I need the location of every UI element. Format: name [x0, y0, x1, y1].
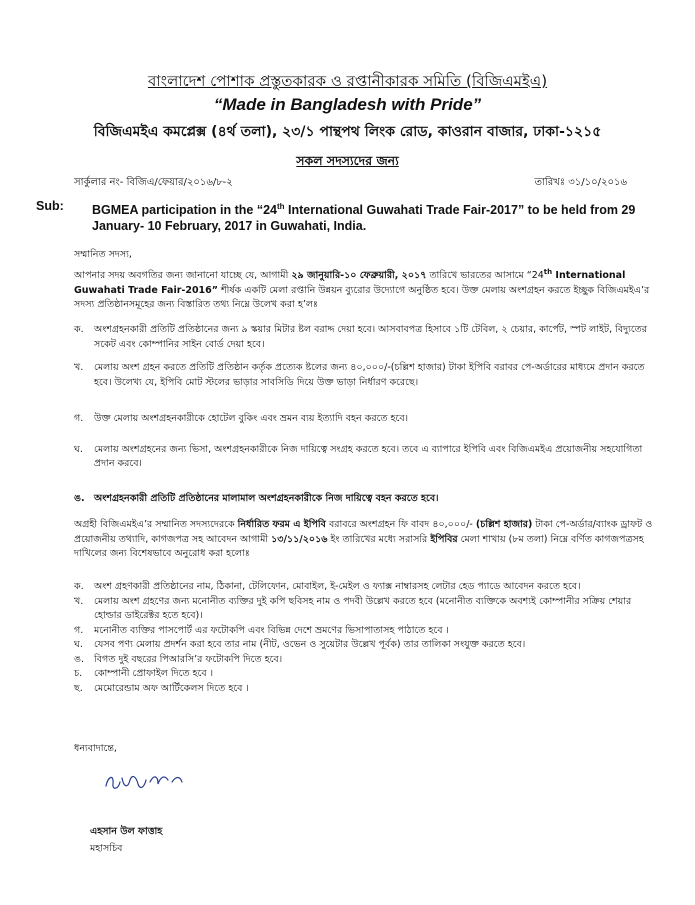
detail-item: ঘ. মেলায় অংশগ্রহনের জন্য ভিসা, অংশগ্রহনকারীকে নিজ দায়িত্বে সংগ্রহ করতে হবে। তবে এ ব্যাপারে ইপিবি এবং বিজিএমইএ প্রয়োজনীয় সহযোগিতা প্রদান করবে।	[74, 443, 643, 469]
motto: “Made in Bangladesh with Pride”	[213, 95, 482, 114]
organization-name: বাংলাদেশ পোশাক প্রস্তুতকারক ও রপ্তানীকারক সমিতি (বিজিএমইএ)	[147, 72, 548, 90]
handwritten-signature	[100, 764, 210, 798]
signer-title: মহাসচিব	[90, 843, 123, 854]
document-item: গ. মনোনীত ব্যক্তির পাসপোর্ট এর ফটোকপি এবং বিভিন্ন দেশে ভ্রমণের ভিসাপাতাসহ পাঠাতে হবে ।	[74, 624, 449, 636]
letter-date: তারিখঃ ৩১/১০/২০১৬	[534, 177, 627, 188]
document-item: খ. মেলায় অংশ গ্রহণের জন্য মনোনীত ব্যক্তির দুই কপি ছবিসহ নাম ও পদবী উল্লেখ করতে হবে (মনোনীত ব্যক্তিকে অবশ্যই কোম্পানীর সক্রিয় শেয়ার হোল্ডার ডাইরেক্টর হতে হবে)।	[74, 595, 632, 621]
intro-paragraph: আপনার সদয় অবগতির জন্য জানানো যাচ্ছে যে, আগামী ২৯ জানুয়ারি-১০ ফেব্রুয়ারী, ২০১৭ তারিখে ভারতের আসামে “24th International Guwahati Trade Fair-2016” শীর্ষক একটি মেলা রপ্তানি উন্নয়ন ব্যুরোর উদ্যোগে অনুষ্ঠিত হবে। উক্ত মেলায় অংশগ্রহন করতে ইচ্ছুক বিজিএমইএ’র সদস্য প্রতিষ্ঠানসমূহের জন্য বিস্তারিত তথ্য নিম্নে উলেখ করা হ’লঃ	[74, 268, 650, 311]
closing: ধন্যবাদান্তে,	[74, 743, 117, 754]
document-item: ক. অংশ গ্রহণকারী প্রতিষ্ঠানের নাম, ঠিকানা, টেলিফোন, মোবাইল, ই-মেইল ও ফ্যাক্স নাম্বারসহ লেটার হেড প্যাডে আবেদন করতে হবে।	[74, 581, 581, 592]
details-list	[74, 323, 654, 506]
detail-item: ঙ. অংশগ্রহনকারী প্রতিটি প্রতিষ্ঠানের মালামাল অংশগ্রহনকারীকে নিজ দায়িত্বে বহন করতে হবে।	[74, 492, 439, 504]
document-item: ঘ. যেসব পণ্য মেলায় প্রদর্শন করা হবে তার নাম (নীট, ওভেন ও সুয়েটার উল্লেখ পূর্বক) তার তালিকা সংযুক্ত করতে হবে।	[74, 639, 526, 650]
subject-text: BGMEA participation in the “24th International Guwahati Trade Fair-2017” to be held from 29 January- 10 February, 2017 in Guwahati, India.	[92, 202, 636, 234]
document-item: ঙ. বিগত দুই বছরের পিআরসি’র ফটোকপি দিতে হবে।	[74, 653, 283, 665]
signer-name: এহসান উল ফাত্তাহ	[90, 826, 163, 837]
detail-item: খ. মেলায় অংশ গ্রহন করতে প্রতিটি প্রতিষ্ঠান কর্তৃক প্রত্যেক ষ্টলের জন্য ৪০,০০০/-(চল্লিশ হাজার) টাকা ইপিবি বরাবর পে-অর্ডারের মাধ্যমে প্রদান করতে হবে। উলেখ্য যে, ইপিবি মোট স্টলের ভাড়ার সাবসিডি দিয়ে উক্ত ভাড়া নির্ধারণ করেছে।	[74, 362, 645, 388]
audience-heading: সকল সদস্যদের জন্য	[296, 153, 399, 168]
request-paragraph: অগ্রহী বিজিএমইএ’র সম্মানিত সদস্যদেরকে নির্ধারিত ফরম এ ইপিবি বরাবরে অংশগ্রহন ফি বাবদ ৪০,০০০/- (চল্লিশ হাজার) টাকা পে-অর্ডার/ব্যাংক ড্রাফট ও প্রয়োজনীয় তথ্যাদি, কাগজপত্র সহ আবেদন আগামী ১৩/১১/২০১৬ ইং তারিখের মধ্যে সরাসরি ইপিবির মেলা শাখায় (৮ম তলা) নিম্নে বর্ণিত কাগজপত্রসহ দাখিলের জন্য বিশেষভাবে অনুরোধ করা হলোঃ	[74, 519, 653, 559]
documents-list	[74, 580, 654, 696]
document-item: ছ. মেমোরেন্ডাম অফ আর্টিকেলস দিতে হবে ।	[74, 682, 249, 694]
address: বিজিএমইএ কমপ্লেক্স (৪র্থ তলা), ২৩/১ পান্থপথ লিংক রোড, কাওরান বাজার, ঢাকা-১২১৫	[93, 124, 602, 140]
subject-label: Sub:	[36, 199, 64, 213]
detail-item: গ. উক্ত মেলায় অংশগ্রহনকারীকে হোটেল বুকিং এবং ভ্রমন ব্যয় ইত্যাদি বহন করতে হবে।	[74, 413, 409, 424]
salutation: সম্মানিত সদস্য,	[74, 249, 132, 260]
detail-item: ক. অংশগ্রহনকারী প্রতিটি প্রতিষ্ঠানের জন্য ৯ স্কয়ার মিটার ষ্টল বরাদ্দ দেয়া হবে। আসবাবপত্র হিসাবে ১টি টেবিল, ২ চেয়ার, কার্পেট, স্পট লাইট, বিদ্যুতের সকেট এবং কোম্পানির সাইন বোর্ড দেয়া হবে।	[74, 324, 648, 350]
circular-reference: সার্কুলার নং- বিজিএ/ফেয়ার/২০১৬/৮-২	[74, 177, 233, 188]
document-item: চ. কোম্পানী প্রোফাইল দিতে হবে ।	[74, 668, 214, 679]
